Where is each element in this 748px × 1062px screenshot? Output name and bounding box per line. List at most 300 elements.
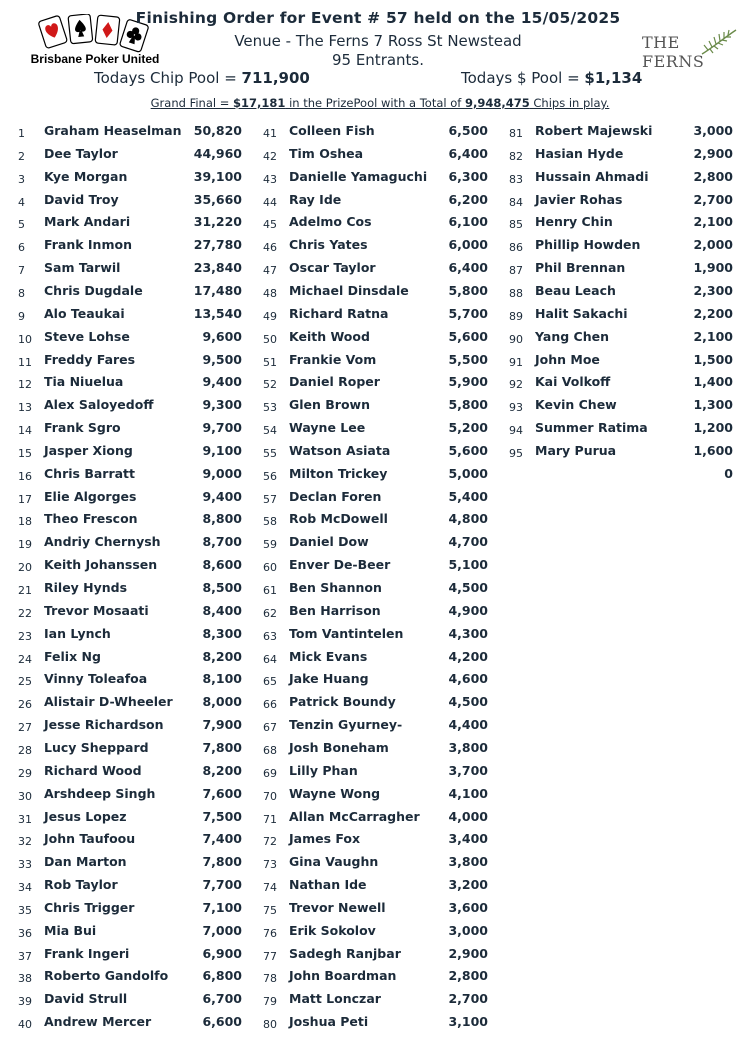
player-rank: 50 bbox=[263, 332, 277, 346]
player-row bbox=[509, 349, 733, 371]
player-row bbox=[263, 303, 488, 325]
player-chips: 1,300 bbox=[693, 397, 733, 413]
player-chips: 7,700 bbox=[202, 877, 242, 893]
player-rank: 82 bbox=[509, 149, 523, 163]
player-name: Milton Trickey bbox=[289, 465, 388, 481]
player-rank: 53 bbox=[263, 401, 277, 415]
player-rank: 80 bbox=[263, 1018, 277, 1032]
player-name: Ian Lynch bbox=[44, 625, 111, 641]
player-chips: 27,780 bbox=[193, 237, 242, 253]
player-name: Jesus Lopez bbox=[44, 808, 127, 824]
player-rank: 24 bbox=[18, 652, 32, 666]
player-row bbox=[18, 371, 242, 393]
player-rank: 28 bbox=[18, 743, 32, 757]
player-rank: 12 bbox=[18, 378, 32, 392]
player-chips: 6,000 bbox=[448, 237, 488, 253]
player-name: Andrew Mercer bbox=[44, 1014, 152, 1030]
player-name: Summer Ratima bbox=[535, 420, 648, 436]
player-chips: 9,600 bbox=[202, 328, 242, 344]
player-row bbox=[263, 120, 488, 142]
player-rank: 2 bbox=[18, 149, 25, 163]
player-chips: 2,700 bbox=[448, 991, 488, 1007]
player-row bbox=[263, 371, 488, 393]
player-chips: 1,900 bbox=[693, 260, 733, 276]
player-rank: 46 bbox=[263, 241, 277, 255]
player-row bbox=[18, 806, 242, 828]
player-name: David Strull bbox=[44, 991, 128, 1007]
player-chips: 5,900 bbox=[448, 374, 488, 390]
player-row bbox=[263, 280, 488, 302]
player-chips: 6,800 bbox=[202, 968, 242, 984]
player-row bbox=[263, 851, 488, 873]
player-rank: 57 bbox=[263, 492, 277, 506]
player-row bbox=[263, 668, 488, 690]
player-name: Andriy Chernysh bbox=[44, 534, 161, 550]
player-name: Danielle Yamaguchi bbox=[289, 168, 428, 184]
player-name: Dan Marton bbox=[44, 854, 127, 870]
player-name: John Boardman bbox=[289, 968, 397, 984]
player-name: Ben Shannon bbox=[289, 580, 382, 595]
player-rank: 85 bbox=[509, 218, 523, 232]
player-rank: 61 bbox=[263, 584, 277, 597]
player-row bbox=[18, 189, 242, 211]
player-row bbox=[263, 211, 488, 233]
player-row bbox=[18, 874, 242, 896]
player-name: David Troy bbox=[44, 191, 119, 207]
player-row bbox=[263, 783, 488, 805]
player-chips: 1,400 bbox=[693, 374, 733, 390]
venue-logo-text: THE FERNS bbox=[642, 33, 705, 71]
player-row bbox=[263, 257, 488, 279]
player-name: Colleen Fish bbox=[289, 123, 375, 138]
player-rank: 15 bbox=[18, 446, 32, 460]
player-row bbox=[263, 691, 488, 713]
player-row bbox=[263, 463, 488, 485]
chip-pool-value: 711,900 bbox=[241, 69, 310, 87]
player-row bbox=[509, 120, 733, 142]
player-row bbox=[263, 600, 488, 622]
player-chips: 4,300 bbox=[448, 625, 488, 641]
player-name: Patrick Boundy bbox=[289, 694, 396, 710]
player-name: Tenzin Gyurney- bbox=[289, 717, 403, 733]
player-name: Kevin Chew bbox=[535, 397, 617, 413]
player-row bbox=[18, 577, 242, 599]
player-chips: 8,000 bbox=[202, 694, 242, 710]
player-rank: 8 bbox=[18, 286, 25, 300]
player-rank: 38 bbox=[18, 972, 32, 986]
player-name: Sadegh Ranjbar bbox=[289, 945, 401, 961]
player-rank: 37 bbox=[18, 949, 32, 963]
player-name: Jesse Richardson bbox=[44, 717, 164, 733]
player-chips: 4,700 bbox=[448, 534, 488, 550]
player-row bbox=[263, 897, 488, 919]
player-row bbox=[18, 143, 242, 165]
player-name: Beau Leach bbox=[535, 282, 616, 298]
player-row bbox=[509, 326, 733, 348]
player-rank: 83 bbox=[509, 172, 523, 186]
player-chips: 7,100 bbox=[202, 899, 242, 915]
player-name: Mia Bui bbox=[44, 922, 97, 938]
player-row bbox=[18, 943, 242, 965]
player-row bbox=[18, 166, 242, 188]
player-name: Wayne Lee bbox=[289, 420, 366, 436]
player-name: Richard Wood bbox=[44, 762, 142, 778]
player-row bbox=[509, 143, 733, 165]
player-chips: 6,300 bbox=[448, 168, 488, 184]
player-rank: 19 bbox=[18, 538, 32, 552]
player-name: Rob McDowell bbox=[289, 511, 388, 527]
player-chips: 31,220 bbox=[193, 214, 242, 230]
player-chips: 3,200 bbox=[448, 877, 488, 893]
player-rank: 84 bbox=[509, 195, 523, 209]
player-rank: 77 bbox=[263, 949, 277, 963]
player-chips: 5,800 bbox=[448, 282, 488, 298]
player-rank: 93 bbox=[509, 401, 523, 415]
player-chips: 6,900 bbox=[202, 945, 242, 961]
player-chips: 1,600 bbox=[693, 442, 733, 458]
player-chips: 6,400 bbox=[448, 145, 488, 161]
player-row bbox=[18, 303, 242, 325]
chip-pool-label: Todays Chip Pool = bbox=[94, 69, 242, 87]
player-rank: 43 bbox=[263, 172, 277, 186]
player-chips: 3,000 bbox=[693, 123, 733, 138]
player-name: Lucy Sheppard bbox=[44, 739, 149, 755]
player-rank: 34 bbox=[18, 881, 32, 895]
player-chips: 7,800 bbox=[202, 854, 242, 870]
player-rank: 10 bbox=[18, 332, 32, 346]
player-rank: 78 bbox=[263, 972, 277, 986]
player-rank: 91 bbox=[509, 355, 523, 369]
player-row bbox=[18, 1011, 242, 1033]
player-name: Frank Sgro bbox=[44, 420, 121, 436]
player-rank: 65 bbox=[263, 675, 277, 689]
player-name: Chris Barratt bbox=[44, 465, 135, 481]
player-name: Chris Trigger bbox=[44, 899, 135, 915]
player-name: John Taufoou bbox=[44, 831, 136, 847]
grand-final-prize: $17,181 bbox=[233, 96, 286, 110]
player-chips: 9,000 bbox=[202, 465, 242, 481]
player-rank: 69 bbox=[263, 766, 277, 780]
player-chips: 6,500 bbox=[448, 123, 488, 138]
player-rank: 74 bbox=[263, 881, 277, 895]
player-row bbox=[263, 806, 488, 828]
player-rank: 30 bbox=[18, 789, 32, 803]
player-rank: 66 bbox=[263, 698, 277, 712]
player-chips: 8,700 bbox=[202, 534, 242, 550]
player-rank: 42 bbox=[263, 149, 277, 163]
player-name: Chris Yates bbox=[289, 237, 368, 253]
player-rank: 9 bbox=[18, 309, 25, 323]
player-rank: 79 bbox=[263, 995, 277, 1009]
player-rank: 4 bbox=[18, 195, 25, 209]
player-chips: 4,600 bbox=[448, 671, 488, 687]
player-row bbox=[263, 988, 488, 1010]
player-name: Declan Foren bbox=[289, 488, 382, 504]
player-chips: 5,500 bbox=[448, 351, 488, 367]
player-row bbox=[18, 623, 242, 645]
dollar-pool bbox=[461, 69, 642, 87]
player-name: Roberto Gandolfo bbox=[44, 968, 169, 984]
player-chips: 44,960 bbox=[193, 145, 242, 161]
player-chips: 7,600 bbox=[202, 785, 242, 801]
chip-pool bbox=[94, 69, 310, 87]
player-name: Jake Huang bbox=[289, 671, 369, 687]
player-rank: 3 bbox=[18, 172, 25, 186]
player-name: Dee Taylor bbox=[44, 145, 118, 161]
player-row bbox=[18, 600, 242, 622]
player-row bbox=[263, 760, 488, 782]
entrants-count: 95 Entrants. bbox=[331, 51, 425, 69]
player-rank: 56 bbox=[263, 469, 277, 483]
player-row bbox=[18, 783, 242, 805]
player-name: Tom Vantintelen bbox=[289, 625, 404, 641]
player-name: Keith Johanssen bbox=[44, 557, 158, 573]
player-name: Kye Morgan bbox=[44, 168, 128, 184]
player-chips: 23,840 bbox=[193, 260, 242, 276]
player-chips: 17,480 bbox=[193, 282, 242, 298]
player-rank: 59 bbox=[263, 538, 277, 552]
player-chips: 6,600 bbox=[202, 1014, 242, 1030]
player-row bbox=[263, 531, 488, 553]
player-row bbox=[18, 326, 242, 348]
player-rank: 68 bbox=[263, 743, 277, 757]
player-row bbox=[263, 486, 488, 508]
player-name: Riley Hynds bbox=[44, 580, 128, 595]
player-row bbox=[18, 394, 242, 416]
player-name: Kai Volkoff bbox=[535, 374, 611, 390]
player-chips: 9,100 bbox=[202, 442, 242, 458]
player-row bbox=[509, 417, 733, 439]
player-name: Mary Purua bbox=[535, 442, 617, 458]
player-chips: 8,200 bbox=[202, 648, 242, 664]
player-row bbox=[263, 737, 488, 759]
player-chips: 50,820 bbox=[193, 123, 242, 138]
player-row bbox=[509, 211, 733, 233]
player-chips: 2,200 bbox=[693, 305, 733, 321]
player-name: Ray Ide bbox=[289, 191, 342, 207]
player-rank: 60 bbox=[263, 561, 277, 575]
player-chips: 5,200 bbox=[448, 420, 488, 436]
player-chips: 2,000 bbox=[693, 237, 733, 253]
player-row bbox=[18, 417, 242, 439]
player-chips: 4,800 bbox=[448, 511, 488, 527]
player-chips: 3,400 bbox=[448, 831, 488, 847]
player-rank: 13 bbox=[18, 401, 32, 415]
player-chips: 5,600 bbox=[448, 328, 488, 344]
player-rank: 17 bbox=[18, 492, 32, 506]
player-chips: 5,000 bbox=[448, 465, 488, 481]
player-name: Mark Andari bbox=[44, 214, 131, 230]
player-row bbox=[263, 577, 488, 599]
player-row bbox=[18, 988, 242, 1010]
player-name: Chris Dugdale bbox=[44, 282, 143, 298]
player-row bbox=[263, 965, 488, 987]
player-rank: 81 bbox=[509, 127, 523, 140]
player-name: Watson Asiata bbox=[289, 442, 391, 458]
player-row bbox=[263, 554, 488, 576]
grand-final-chips: 9,948,475 bbox=[464, 96, 530, 110]
player-rank: 1 bbox=[18, 127, 25, 140]
player-row bbox=[18, 668, 242, 690]
player-chips: 3,100 bbox=[448, 1014, 488, 1030]
player-chips: 39,100 bbox=[193, 168, 242, 184]
player-row bbox=[509, 394, 733, 416]
player-name: Frankie Vom bbox=[289, 351, 377, 367]
player-row bbox=[18, 486, 242, 508]
player-chips: 8,800 bbox=[202, 511, 242, 527]
player-chips: 0 bbox=[724, 465, 733, 481]
player-rank: 31 bbox=[18, 812, 32, 826]
player-row bbox=[509, 166, 733, 188]
player-chips: 2,700 bbox=[693, 191, 733, 207]
player-row bbox=[263, 920, 488, 942]
player-chips: 8,200 bbox=[202, 762, 242, 778]
venue-logo bbox=[640, 28, 740, 71]
player-name: Adelmo Cos bbox=[289, 214, 372, 230]
player-chips: 9,700 bbox=[202, 420, 242, 436]
fern-leaf-icon bbox=[700, 28, 738, 56]
player-row bbox=[509, 257, 733, 279]
grand-final-summary bbox=[60, 96, 700, 110]
player-chips: 6,200 bbox=[448, 191, 488, 207]
player-chips: 6,100 bbox=[448, 214, 488, 230]
player-name: Yang Chen bbox=[535, 328, 609, 344]
player-row bbox=[263, 440, 488, 462]
player-chips: 5,800 bbox=[448, 397, 488, 413]
player-name: Halit Sakachi bbox=[535, 305, 628, 321]
player-name: Theo Frescon bbox=[44, 511, 138, 527]
player-name: Sam Tarwil bbox=[44, 260, 121, 276]
player-chips: 4,900 bbox=[448, 602, 488, 618]
player-chips: 7,000 bbox=[202, 922, 242, 938]
player-rank: 39 bbox=[18, 995, 32, 1009]
player-name: Matt Lonczar bbox=[289, 991, 381, 1007]
player-rank: 62 bbox=[263, 606, 277, 620]
player-name: Tim Oshea bbox=[289, 145, 364, 161]
player-name: Phillip Howden bbox=[535, 237, 641, 253]
player-chips: 5,600 bbox=[448, 442, 488, 458]
player-rank: 7 bbox=[18, 264, 25, 278]
player-rank: 64 bbox=[263, 652, 277, 666]
player-rank: 88 bbox=[509, 286, 523, 300]
player-row bbox=[263, 234, 488, 256]
player-chips: 3,700 bbox=[448, 762, 488, 778]
player-rank: 40 bbox=[18, 1018, 32, 1032]
player-name: Alex Saloyedoff bbox=[44, 397, 154, 413]
player-name: Frank Inmon bbox=[44, 237, 132, 253]
player-row bbox=[18, 280, 242, 302]
club-name: Brisbane Poker United bbox=[30, 52, 160, 66]
player-rank: 63 bbox=[263, 629, 277, 643]
player-chips: 2,100 bbox=[693, 214, 733, 230]
player-row bbox=[18, 440, 242, 462]
player-rank: 21 bbox=[18, 584, 32, 597]
player-name: Glen Brown bbox=[289, 397, 370, 413]
player-row bbox=[18, 760, 242, 782]
player-row bbox=[18, 828, 242, 850]
player-chips: 1,500 bbox=[693, 351, 733, 367]
player-rank: 41 bbox=[263, 127, 277, 140]
player-name: Allan McCarragher bbox=[289, 808, 420, 824]
player-chips: 6,400 bbox=[448, 260, 488, 276]
player-rank: 26 bbox=[18, 698, 32, 712]
player-chips: 8,400 bbox=[202, 602, 242, 618]
player-name: Phil Brennan bbox=[535, 260, 626, 276]
player-rank: 92 bbox=[509, 378, 523, 392]
player-name: Richard Ratna bbox=[289, 305, 389, 321]
player-rank: 73 bbox=[263, 858, 277, 872]
player-name: Alistair D-Wheeler bbox=[44, 694, 173, 710]
player-row bbox=[18, 554, 242, 576]
player-rank: 86 bbox=[509, 241, 523, 255]
player-chips: 9,400 bbox=[202, 374, 242, 390]
player-row bbox=[18, 691, 242, 713]
player-name: Vinny Toleafoa bbox=[44, 671, 148, 687]
player-row bbox=[509, 234, 733, 256]
player-rank: 44 bbox=[263, 195, 277, 209]
player-chips: 7,800 bbox=[202, 739, 242, 755]
player-rank: 16 bbox=[18, 469, 32, 483]
player-row bbox=[263, 623, 488, 645]
player-rank: 47 bbox=[263, 264, 277, 278]
player-rank: 87 bbox=[509, 264, 523, 278]
player-row bbox=[18, 646, 242, 668]
player-rank: 32 bbox=[18, 835, 32, 849]
venue-line: Venue - The Ferns 7 Ross St Newstead bbox=[234, 32, 522, 50]
player-name: John Moe bbox=[535, 351, 600, 367]
player-name: Lilly Phan bbox=[289, 762, 358, 778]
player-name: Elie Algorges bbox=[44, 488, 137, 504]
player-rank: 71 bbox=[263, 812, 277, 826]
player-rank: 48 bbox=[263, 286, 277, 300]
grand-final-suffix: Chips in play. bbox=[529, 96, 610, 110]
player-row bbox=[263, 166, 488, 188]
player-row bbox=[263, 417, 488, 439]
player-rank: 18 bbox=[18, 515, 32, 529]
player-row bbox=[18, 920, 242, 942]
player-row bbox=[18, 463, 242, 485]
player-chips: 9,400 bbox=[202, 488, 242, 504]
player-chips: 3,800 bbox=[448, 854, 488, 870]
grand-final-middle: in the PrizePool with a Total of bbox=[285, 96, 465, 110]
player-row bbox=[263, 646, 488, 668]
player-chips: 7,400 bbox=[202, 831, 242, 847]
player-row bbox=[263, 143, 488, 165]
player-chips: 3,800 bbox=[448, 739, 488, 755]
player-chips: 4,100 bbox=[448, 785, 488, 801]
player-chips: 8,500 bbox=[202, 580, 242, 595]
player-name: Gina Vaughn bbox=[289, 854, 379, 870]
player-row bbox=[263, 394, 488, 416]
player-chips: 2,900 bbox=[448, 945, 488, 961]
player-name: Graham Heaselman bbox=[44, 123, 182, 138]
player-rank: 49 bbox=[263, 309, 277, 323]
player-chips: 2,800 bbox=[448, 968, 488, 984]
player-row bbox=[18, 349, 242, 371]
player-rank: 20 bbox=[18, 561, 32, 575]
player-chips: 2,900 bbox=[693, 145, 733, 161]
player-row bbox=[263, 1011, 488, 1033]
player-rank: 76 bbox=[263, 926, 277, 940]
player-rank: 25 bbox=[18, 675, 32, 689]
player-row bbox=[263, 508, 488, 530]
player-chips: 2,100 bbox=[693, 328, 733, 344]
page-title: Finishing Order for Event # 57 held on the 15/05/2025 bbox=[135, 9, 621, 27]
player-rank: 35 bbox=[18, 903, 32, 917]
player-rank: 54 bbox=[263, 424, 277, 438]
player-name: Mick Evans bbox=[289, 648, 368, 664]
player-chips: 9,500 bbox=[202, 351, 242, 367]
